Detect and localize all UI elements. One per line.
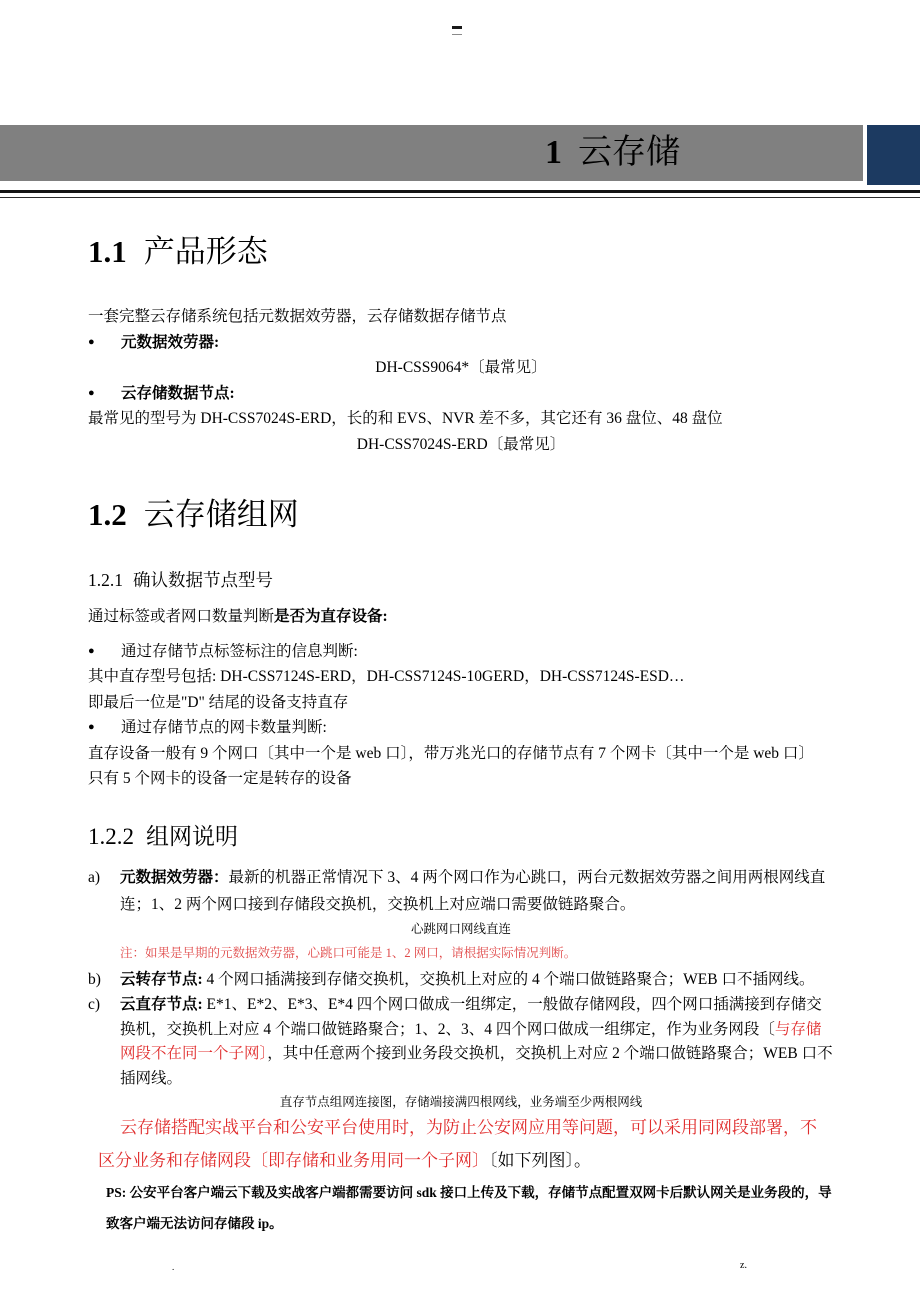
header-rule-thick bbox=[0, 190, 920, 193]
section-1-2 bbox=[88, 497, 834, 533]
section-1-1-intro: 一套完整云存储系统包括元数据效劳器，云存储数据存储节点 bbox=[88, 308, 507, 325]
nic-count-line: 直存设备一般有 9 个网口〔其中一个是 web 口〕，带万兆光口的存储节点有 7 个网卡〔其中一个是 web 口〕 bbox=[88, 744, 814, 762]
section-1-1-line: 最常见的型号为 DH-CSS7024S-ERD，长的和 EVS、NVR 差不多，其它还有 36 盘位、48 盘位 bbox=[88, 410, 723, 427]
section-1-1 bbox=[88, 234, 834, 457]
d-suffix-line: 即最后一位是"D" 结尾的设备支持直存 bbox=[88, 693, 349, 711]
section-1-2-2-heading bbox=[88, 822, 834, 852]
bullet-label-by-nic-count: 通过存储节点的网卡数量判断: bbox=[121, 719, 327, 736]
section-1-2-heading bbox=[88, 497, 834, 533]
footer-left-mark: . bbox=[172, 1262, 175, 1272]
judge-paragraph-bold: 是否为直存设备: bbox=[274, 608, 388, 625]
bullet-icon: ● bbox=[88, 644, 95, 657]
item-a-label: 元数据效劳器： bbox=[120, 869, 229, 886]
five-nic-line: 只有 5 个网卡的设备一定是转存的设备 bbox=[88, 770, 352, 787]
bullet-label-by-tag: 通过存储节点标签标注的信息判断: bbox=[121, 642, 358, 660]
red-deploy-tail: 〔如下列图〕。 bbox=[489, 1151, 591, 1170]
section-1-2-2-title: 组网说明 bbox=[146, 824, 238, 849]
list-item-c bbox=[88, 993, 834, 1091]
chapter-banner bbox=[0, 125, 863, 181]
bullet-label-metadata-server: 元数据效劳器: bbox=[121, 333, 220, 351]
chapter-title-text: 云存储 bbox=[578, 134, 680, 171]
red-note: 注：如果是早期的元数据效劳器，心跳口可能是 1、2 网口，请根据实际情况判断。 bbox=[120, 946, 577, 960]
ps-paragraph: PS: 公安平台客户端云下载及实战客户端都需要访问 sdk 接口上传及下载，存储节点配置双网卡后默认网关是业务段的，导致客户端无法访问存储段 ip。 bbox=[106, 1185, 832, 1231]
red-deploy-text: 云存储搭配实战平台和公安平台使用时，为防止公安网应用等问题，可以采用同网段部署，不区分业务和存储网段〔即存储和业务用同一个子网〕 bbox=[98, 1118, 817, 1170]
item-b-label: 云转存节点: bbox=[120, 971, 203, 988]
list-item-a-body bbox=[120, 865, 834, 918]
section-1-2-2 bbox=[88, 822, 834, 1239]
section-1-2-2-number: 1.2.2 bbox=[88, 824, 134, 849]
section-1-2-1 bbox=[88, 568, 834, 792]
section-1-1-number: 1.1 bbox=[88, 234, 127, 269]
figure-caption-heartbeat: 心跳网口网线直连 bbox=[410, 922, 511, 936]
corner-accent-box bbox=[867, 125, 920, 185]
section-1-2-1-title: 确认数据节点型号 bbox=[133, 570, 273, 590]
section-1-2-1-heading bbox=[88, 568, 834, 592]
list-marker-b: b) bbox=[88, 971, 101, 988]
direct-models-line: 其中直存型号包括: DH-CSS7124S-ERD，DH-CSS7124S-10GERD，DH-CSS7124S-ESD… bbox=[88, 668, 685, 685]
model-line-center: DH-CSS9064*〔最常见〕 bbox=[375, 359, 547, 376]
bullet-icon: ● bbox=[88, 386, 95, 399]
section-1-1-title: 产品形态 bbox=[143, 234, 268, 269]
item-a-text: 最新的机器正常情况下 3、4 两个网口作为心跳口，两台元数据效劳器之间用两根网线直连；1、2 两个网口接到存储段交换机，交换机上对应端口需要做链路聚合。 bbox=[120, 869, 826, 913]
item-c-text-after: ，其中任意两个接到业务段交换机，交换机上对应 2 个端口做链路聚合；WEB 口不插网线。 bbox=[120, 1045, 833, 1087]
item-b-text: 4 个网口插满接到存储交换机，交换机上对应的 4 个端口做链路聚合；WEB 口不插网线。 bbox=[202, 971, 815, 988]
section-1-1-heading bbox=[88, 234, 834, 270]
list-marker-a: a) bbox=[88, 869, 101, 886]
bullet-icon: ● bbox=[88, 335, 95, 348]
list-item-b bbox=[88, 967, 834, 993]
bullet-label-storage-node: 云存储数据节点: bbox=[121, 384, 235, 402]
chapter-number: 1 bbox=[545, 134, 562, 171]
section-1-2-1-number: 1.2.1 bbox=[88, 570, 123, 590]
item-c-text-before: E*1、E*2、E*3、E*4 四个网口做成一组绑定，一般做存储网段，四个网口插满接到存储交换机，交换机上对应 4 个端口做链路聚合；1、2、3、4 四个网口做成一组绑定，作为业务网段〔 bbox=[120, 996, 822, 1038]
header-rule-thin bbox=[0, 197, 920, 198]
judge-paragraph-normal: 通过标签或者网口数量判断 bbox=[88, 608, 275, 625]
list-item-a bbox=[88, 865, 834, 918]
item-c-text-red: 与存储网段不在同一个子网〕 bbox=[120, 1020, 822, 1062]
page-top-mark bbox=[452, 26, 462, 35]
bullet-item bbox=[88, 330, 834, 356]
bullet-item bbox=[88, 715, 834, 741]
judge-paragraph bbox=[88, 604, 834, 630]
bullet-item bbox=[88, 639, 834, 665]
bullet-icon: ● bbox=[88, 721, 95, 733]
section-1-2-number: 1.2 bbox=[88, 497, 127, 532]
chapter-title bbox=[545, 125, 680, 181]
bullet-item bbox=[88, 381, 834, 407]
red-deploy-paragraph bbox=[98, 1111, 831, 1177]
model-line-center: DH-CSS7024S-ERD〔最常见〕 bbox=[356, 435, 566, 453]
list-marker-c: c) bbox=[88, 996, 101, 1013]
item-c-label: 云直存节点: bbox=[120, 996, 203, 1013]
section-1-2-title: 云存储组网 bbox=[143, 497, 299, 532]
list-item-b-body bbox=[120, 967, 834, 993]
footer-right-mark: z. bbox=[740, 1260, 747, 1271]
list-item-c-body bbox=[120, 993, 834, 1091]
figure-caption-direct: 直存节点组网连接图，存储端接满四根网线，业务端至少两根网线 bbox=[279, 1095, 643, 1109]
